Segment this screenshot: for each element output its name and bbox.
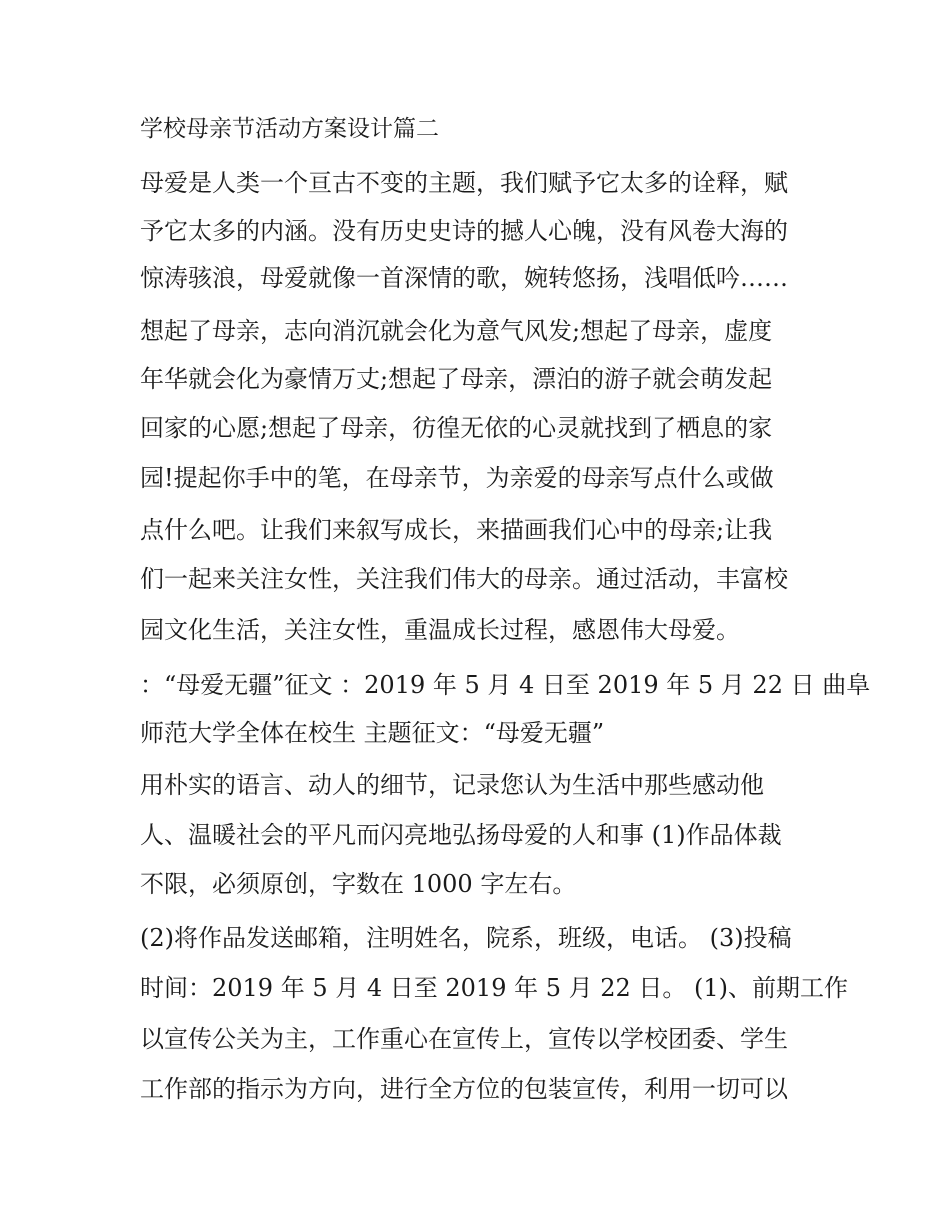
paragraph-line: 母爱是人类一个亘古不变的主题，我们赋予它太多的诠释，赋 [140, 169, 788, 197]
paragraph-line: 工作部的指示为方向，进行全方位的包装宣传，利用一切可以 [140, 1075, 788, 1103]
paragraph-line: (2)将作品发送邮箱，注明姓名，院系，班级，电话。 (3)投稿 [140, 924, 792, 952]
paragraph-line: 时间：2019 年 5 月 4 日至 2019 年 5 月 22 日。 (1)、前期工作 [140, 974, 849, 1002]
paragraph-line: 人、温暖社会的平凡而闪亮地弘扬母爱的人和事 (1)作品体裁 [140, 821, 782, 849]
paragraph-line: 点什么吧。让我们来叙写成长，来描画我们心中的母亲;让我 [140, 516, 773, 544]
paragraph-line: 园文化生活，关注女性，重温成长过程，感恩伟大母爱。 [140, 616, 740, 644]
paragraph-line: 们一起来关注女性，关注我们伟大的母亲。通过活动，丰富校 [140, 565, 788, 593]
paragraph-line: 年华就会化为豪情万丈;想起了母亲，漂泊的游子就会萌发起 [140, 365, 773, 393]
paragraph-line: 用朴实的语言、动人的细节，记录您认为生活中那些感动他 [140, 771, 764, 799]
paragraph-line: 以宣传公关为主，工作重心在宣传上，宣传以学校团委、学生 [140, 1025, 788, 1053]
paragraph-line: ：“母爱无疆”征文 ：2019 年 5 月 4 日至 2019 年 5 月 22 日 曲阜 [140, 671, 871, 699]
paragraph-line: 惊涛骇浪，母爱就像一首深情的歌，婉转悠扬，浅唱低吟…… [140, 264, 788, 292]
paragraph-line: 想起了母亲，志向消沉就会化为意气风发;想起了母亲，虚度 [140, 317, 773, 345]
paragraph-line: 不限，必须原创，字数在 1000 字左右。 [140, 870, 577, 898]
document-title: 学校母亲节活动方案设计篇二 [140, 116, 439, 142]
paragraph-line: 园!提起你手中的笔，在母亲节，为亲爱的母亲写点什么或做 [140, 464, 774, 492]
paragraph-line: 师范大学全体在校生 主题征文：“母爱无疆” [140, 719, 605, 747]
paragraph-line: 回家的心愿;想起了母亲，彷徨无依的心灵就找到了栖息的家 [140, 414, 773, 442]
paragraph-line: 予它太多的内涵。没有历史史诗的撼人心魄，没有风卷大海的 [140, 217, 788, 245]
